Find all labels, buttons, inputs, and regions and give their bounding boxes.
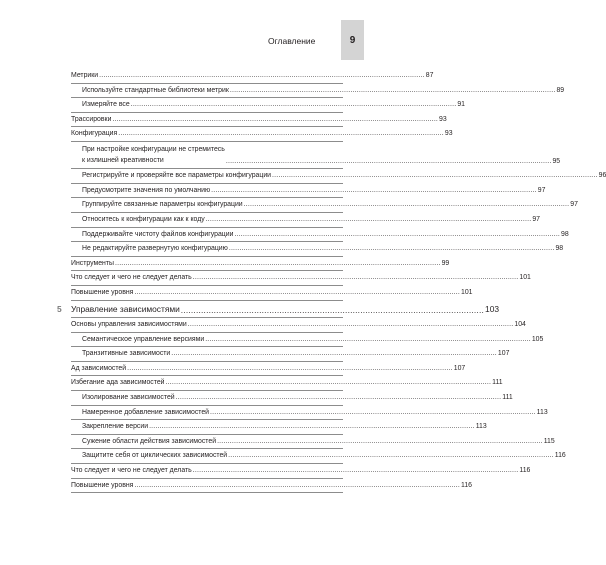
- entry-page: 91: [457, 101, 465, 109]
- entry-title: Регистрируйте и проверяйте все параметры конфигурации: [82, 172, 272, 180]
- dot-leader: ..........................................................................................................................................................: [187, 321, 514, 328]
- toc-subentry[interactable]: [71, 347, 510, 362]
- dot-leader: ..........................................................................................................................................................: [118, 130, 444, 138]
- entry-title: Семантическое управление версиями: [82, 335, 205, 343]
- dot-leader: ..........................................................................................................................................................: [171, 350, 497, 358]
- entry-page: 111: [502, 393, 513, 401]
- toc-entry[interactable]: [71, 318, 526, 333]
- toc-section-continued: [71, 69, 606, 301]
- dot-leader: ..........................................................................................................................................................: [205, 215, 532, 223]
- entry-title: Предусмотрите значения по умолчанию: [82, 186, 211, 194]
- toc-entry[interactable]: [71, 479, 473, 494]
- entry-page: 101: [519, 274, 531, 282]
- toc-subentry[interactable]: [71, 406, 548, 421]
- entry-page: 97: [532, 215, 540, 223]
- dot-leader: ..........................................................................................................................................................: [192, 274, 519, 282]
- entry-page: 95: [552, 157, 561, 165]
- entry-title: Повышение уровня: [71, 288, 134, 296]
- entry-page: 89: [556, 86, 565, 94]
- entry-title: Группируйте связанные параметры конфигурации: [82, 201, 243, 209]
- chapter-number: 5: [57, 304, 62, 314]
- toc-subentry[interactable]: [71, 84, 565, 99]
- entry-title: Измеряйте все: [82, 101, 130, 109]
- entry-title: Защитите себя от циклических зависимостей: [82, 452, 228, 460]
- entry-title: Изолирование зависимостей: [82, 393, 175, 401]
- chapter-title: Управление зависимостями: [71, 304, 180, 314]
- dot-leader: ..........................................................................................................................................................: [134, 481, 461, 489]
- entry-page: 113: [536, 408, 548, 416]
- entry-title: Избегание ада зависимостей: [71, 379, 165, 387]
- dot-leader: ..........................................................................................................................................................: [114, 259, 441, 267]
- dot-leader: ..........................................................................................................................................................: [210, 408, 536, 416]
- entry-page: 99: [441, 259, 450, 267]
- toc-entry[interactable]: [71, 69, 434, 84]
- page-number: 9: [349, 35, 356, 46]
- entry-page: 87: [425, 72, 434, 79]
- dot-leader: ..........................................................................................................................................................: [192, 466, 519, 474]
- entry-title: Основы управления зависимостями: [71, 321, 187, 328]
- toc-subentry[interactable]: [71, 142, 561, 169]
- dot-leader: ........................................................................................................................: [180, 305, 485, 316]
- entry-page: 97: [537, 186, 546, 194]
- entry-page: 104: [514, 321, 526, 328]
- dot-leader: ..........................................................................................................................................................: [225, 157, 552, 165]
- entry-title: Относитесь к конфигурации как к коду: [82, 215, 205, 223]
- toc-subentry[interactable]: [71, 242, 564, 257]
- entry-title: Что следует и чего не следует делать: [71, 466, 192, 474]
- entry-title: Сужение области действия зависимостей: [82, 437, 217, 445]
- dot-leader: ..........................................................................................................................................................: [130, 101, 457, 109]
- toc-subentry[interactable]: [71, 449, 566, 464]
- entry-title: Что следует и чего не следует делать: [71, 274, 192, 282]
- dot-leader: ..........................................................................................................................................................: [205, 335, 531, 343]
- dot-leader: ..........................................................................................................................................................: [228, 245, 555, 253]
- dot-leader: ..........................................................................................................................................................: [165, 379, 492, 387]
- entry-page: 107: [453, 364, 466, 372]
- dot-leader: ..........................................................................................................................................................: [175, 393, 502, 401]
- toc-subentry[interactable]: [71, 198, 578, 213]
- toc-entry[interactable]: [71, 257, 450, 272]
- entry-page: 111: [492, 379, 503, 387]
- entry-title: Конфигурация: [71, 130, 118, 138]
- chapter-entries: [71, 318, 566, 493]
- entry-page: 93: [444, 130, 453, 138]
- entry-page: 105: [531, 335, 544, 343]
- entry-title: Транзитивные зависимости: [82, 350, 171, 358]
- entry-title: [82, 142, 225, 168]
- entry-title: Метрики: [71, 72, 99, 79]
- toc-subentry[interactable]: [71, 391, 513, 406]
- entry-title: Инструменты: [71, 259, 114, 267]
- entry-title: Повышение уровня: [71, 481, 134, 489]
- dot-leader: ..........................................................................................................................................................: [99, 72, 425, 79]
- chapter-page: 103: [485, 304, 500, 314]
- entry-title: Не редактируйте развернутую конфигурацию: [82, 245, 228, 253]
- toc-entry[interactable]: [71, 464, 531, 479]
- entry-title: Поддерживайте чистоту файлов конфигурации: [82, 230, 234, 238]
- entry-title: Намеренное добавление зависимостей: [82, 408, 210, 416]
- toc-subentry[interactable]: [71, 98, 465, 113]
- dot-leader: ..........................................................................................................................................................: [211, 186, 537, 194]
- entry-page: 116: [461, 481, 473, 489]
- dot-leader: ..........................................................................................................................................................: [234, 230, 561, 238]
- chapter-entry[interactable]: [57, 302, 500, 318]
- entry-page: 97: [570, 201, 578, 209]
- entry-page: 116: [519, 466, 531, 474]
- dot-leader: ..........................................................................................................................................................: [127, 364, 453, 372]
- entry-title: Закрепление версии: [82, 423, 149, 431]
- toc-subentry[interactable]: [71, 333, 544, 348]
- toc-subentry[interactable]: [71, 435, 555, 450]
- dot-leader: ..........................................................................................................................................................: [229, 86, 556, 94]
- entry-page: 107: [497, 350, 510, 358]
- page-number-tab: [341, 20, 364, 60]
- dot-leader: ..........................................................................................................................................................: [272, 172, 598, 180]
- dot-leader: ..........................................................................................................................................................: [228, 452, 554, 460]
- running-header-title: Оглавление: [268, 36, 316, 46]
- entry-title-line: к излишней креативности: [82, 156, 164, 164]
- dot-leader: ..........................................................................................................................................................: [217, 437, 543, 445]
- dot-leader: ..........................................................................................................................................................: [112, 115, 439, 123]
- toc-chapter-5: [57, 302, 566, 493]
- entry-page: 98: [561, 230, 569, 238]
- entry-page: 98: [555, 245, 564, 253]
- toc-entry[interactable]: [71, 113, 447, 128]
- toc-subentry[interactable]: [71, 228, 569, 243]
- dot-leader: ..........................................................................................................................................................: [243, 201, 570, 209]
- toc-subentry[interactable]: [71, 169, 606, 184]
- entry-page: 113: [475, 423, 487, 431]
- entry-page: 115: [543, 437, 555, 445]
- entry-page: 116: [554, 452, 566, 460]
- entry-title-line: При настройке конфигурации не стремитесь: [82, 145, 225, 153]
- dot-leader: ..........................................................................................................................................................: [134, 288, 461, 296]
- toc-entry[interactable]: [71, 286, 473, 301]
- entry-page: 93: [439, 115, 447, 123]
- toc-subentry[interactable]: [71, 420, 487, 435]
- entry-page: 101: [461, 288, 473, 296]
- toc-entry[interactable]: [71, 271, 531, 286]
- toc-entry[interactable]: [71, 127, 453, 142]
- entry-title: Ад зависимостей: [71, 364, 127, 372]
- dot-leader: ..........................................................................................................................................................: [149, 423, 475, 431]
- entry-title: Используйте стандартные библиотеки метрик: [82, 86, 229, 94]
- toc-entry[interactable]: [71, 376, 503, 391]
- entry-page: 96: [598, 172, 606, 180]
- toc-subentry[interactable]: [71, 213, 540, 228]
- entry-title: Трассировки: [71, 115, 112, 123]
- toc-subentry[interactable]: [71, 184, 546, 199]
- toc-entry[interactable]: [71, 362, 466, 377]
